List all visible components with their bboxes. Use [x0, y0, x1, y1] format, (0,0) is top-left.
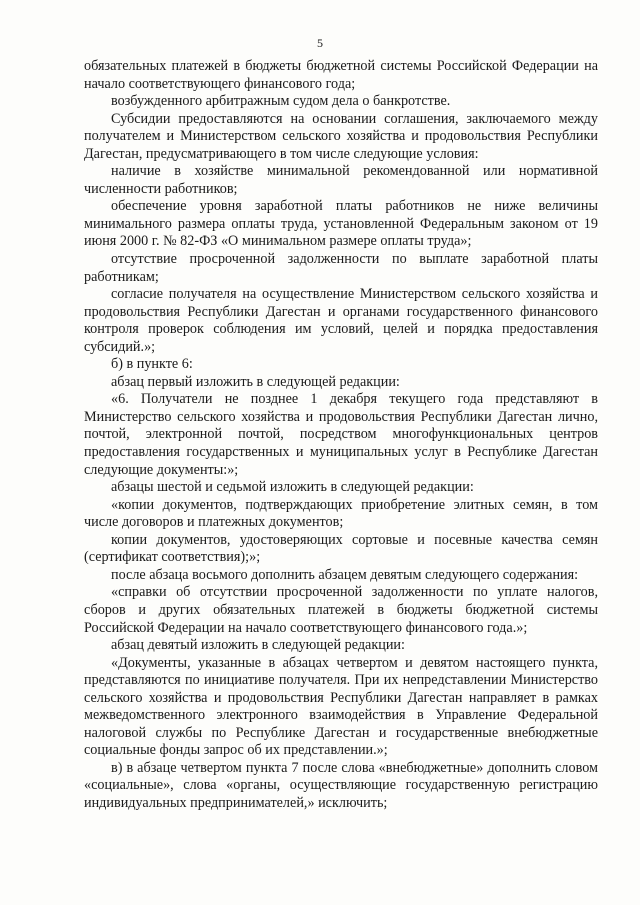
paragraph: «Документы, указанные в абзацах четвертом и девятом настоящего пункта, представляются по инициативе получателя. При их непредставлении Министерство сельского хозяйства и продовольствия Республики Дагестан направляет в рамках межведомственного электронного взаимодействия в Управление Федеральной налоговой службы по Республике Дагестан и государственные внебюджетные социальные фонды запрос об их представлении.»; [84, 654, 598, 759]
paragraph: возбужденного арбитражным судом дела о банкротстве. [111, 93, 451, 110]
paragraph: абзац девятый изложить в следующей редакции: [111, 637, 405, 654]
paragraph: «справки об отсутствии просроченной задолженности по уплате налогов, сборов и других обязательных платежей в бюджеты бюджетной системы Российской Федерации на начало соответствующего финансового года.»; [84, 584, 598, 636]
paragraph: Субсидии предоставляются на основании соглашения, заключаемого между получателем и Министерством сельского хозяйства и продовольствия Республики Дагестан, предусматривающего в том числе следующие условия: [84, 110, 598, 162]
paragraph: б) в пункте 6: [111, 356, 193, 373]
paragraph: отсутствие просроченной задолженности по выплате заработной платы работникам; [84, 251, 598, 285]
document-body [84, 58, 598, 813]
paragraph: после абзаца восьмого дополнить абзацем девятым следующего содержания: [111, 566, 579, 583]
paragraph: копии документов, удостоверяющих сортовые и посевные качества семян (сертификат соответствия);»; [84, 531, 598, 566]
page-number: 5 [317, 36, 323, 50]
paragraph: обеспечение уровня заработной платы работников не ниже величины минимального размера оплаты труда, установленной Федеральным законом от 19 июня 2000 г. № 82-ФЗ «О минимальном размере оплаты труда»; [84, 198, 598, 250]
paragraph: согласие получателя на осуществление Министерством сельского хозяйства и продовольствия Республики Дагестан и органами государственного финансового контроля проверок соблюдения им условий, целей и порядка предоставления субсидий.»; [84, 286, 598, 355]
paragraph: абзацы шестой и седьмой изложить в следующей редакции: [111, 479, 474, 496]
paragraph: наличие в хозяйстве минимальной рекомендованной или нормативной численности работников; [84, 163, 598, 197]
paragraph-continuation: обязательных платежей в бюджеты бюджетной системы Российской Федерации на начало соответствующего финансового года; [84, 58, 598, 92]
paragraph: «6. Получатели не позднее 1 декабря текущего года представляют в Министерство сельского хозяйства и продовольствия Республики Дагестан лично, почтой, электронной почтой, посредством многофункциональных центров предоставления государственных и муниципальных услуг в Республике Дагестан следующие документы:»; [84, 391, 598, 478]
paragraph: абзац первый изложить в следующей редакции: [111, 373, 400, 390]
paragraph: «копии документов, подтверждающих приобретение элитных семян, в том числе договоров и платежных документов; [84, 496, 598, 531]
paragraph: в) в абзаце четвертом пункта 7 после слова «внебюджетные» дополнить словом «социальные», слова «органы, осуществляющие государственную регистрацию индивидуальных предпринимателей,» исключить; [84, 759, 598, 811]
